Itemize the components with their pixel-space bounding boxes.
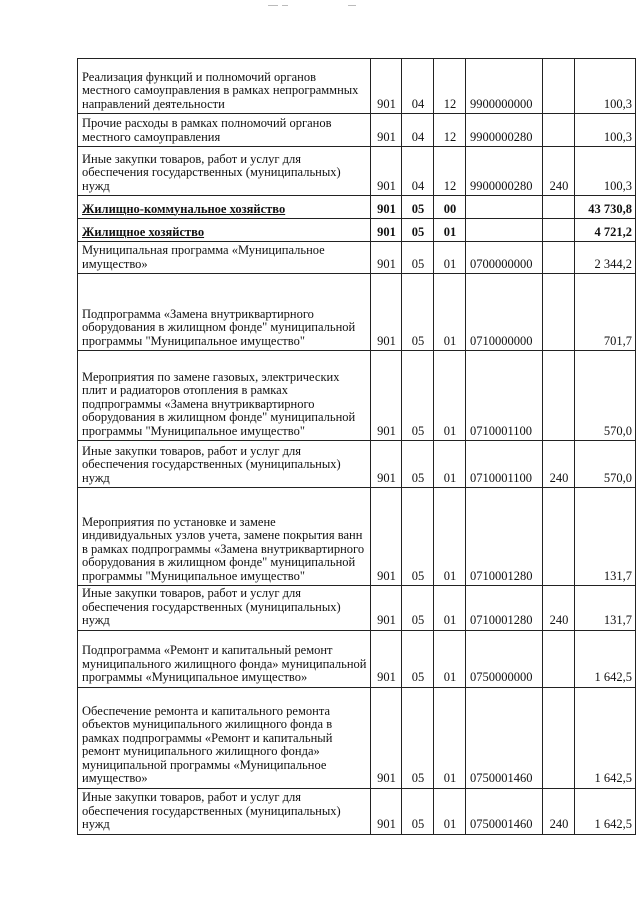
expense-name-cell: Иные закупки товаров, работ и услуг для обеспечения государственных (муниципальных) нужд <box>78 147 371 196</box>
subsection-code-cell: 01 <box>434 788 466 834</box>
expense-name-cell: Реализация функций и полномочий органов местного самоуправления в рамках непрограммных направлений деятельности <box>78 59 371 114</box>
target-article-cell: 0750001460 <box>466 788 543 834</box>
ministry-code-cell: 901 <box>371 196 402 219</box>
amount-cell: 1 642,5 <box>575 630 636 687</box>
ministry-code-cell: 901 <box>371 147 402 196</box>
ministry-code-cell: 901 <box>371 242 402 274</box>
expense-type-cell <box>543 242 575 274</box>
scan-artifact-mark <box>268 2 358 10</box>
target-article-cell: 0750000000 <box>466 630 543 687</box>
section-code-cell: 05 <box>402 630 434 687</box>
table-row <box>78 488 636 586</box>
expense-name-cell: Подпрограмма «Замена внутриквартирного оборудования в жилищном фонде" муниципальной программы "Муниципальное имущество" <box>78 274 371 351</box>
amount-cell: 100,3 <box>575 147 636 196</box>
table-row <box>78 219 636 242</box>
section-code-cell: 05 <box>402 687 434 788</box>
amount-cell: 570,0 <box>575 351 636 441</box>
expense-type-cell: 240 <box>543 441 575 488</box>
amount-cell: 701,7 <box>575 274 636 351</box>
table-row <box>78 274 636 351</box>
subsection-code-cell: 12 <box>434 59 466 114</box>
table-row <box>78 114 636 147</box>
ministry-code-cell: 901 <box>371 441 402 488</box>
expense-name-cell: Иные закупки товаров, работ и услуг для обеспечения государственных (муниципальных) нужд <box>78 788 371 834</box>
ministry-code-cell: 901 <box>371 351 402 441</box>
expense-name-cell: Иные закупки товаров, работ и услуг для обеспечения государственных (муниципальных) нужд <box>78 586 371 631</box>
section-code-cell: 04 <box>402 147 434 196</box>
table-row <box>78 59 636 114</box>
target-article-cell: 9900000000 <box>466 59 543 114</box>
expense-type-cell <box>543 196 575 219</box>
target-article-cell: 0710000000 <box>466 274 543 351</box>
ministry-code-cell: 901 <box>371 219 402 242</box>
subsection-code-cell: 01 <box>434 242 466 274</box>
amount-cell: 131,7 <box>575 586 636 631</box>
table-row <box>78 586 636 631</box>
subsection-code-cell: 12 <box>434 147 466 196</box>
table-row <box>78 196 636 219</box>
target-article-cell <box>466 196 543 219</box>
target-article-cell: 9900000280 <box>466 114 543 147</box>
amount-cell: 2 344,2 <box>575 242 636 274</box>
subsection-code-cell: 01 <box>434 630 466 687</box>
section-code-cell: 05 <box>402 488 434 586</box>
section-code-cell: 04 <box>402 59 434 114</box>
section-code-cell: 05 <box>402 219 434 242</box>
section-code-cell: 04 <box>402 114 434 147</box>
target-article-cell: 0710001100 <box>466 441 543 488</box>
expense-type-cell: 240 <box>543 147 575 196</box>
subsection-code-cell: 01 <box>434 441 466 488</box>
table-row <box>78 630 636 687</box>
table-row <box>78 687 636 788</box>
target-article-cell: 0700000000 <box>466 242 543 274</box>
expense-type-cell <box>543 219 575 242</box>
section-code-cell: 05 <box>402 274 434 351</box>
subsection-code-cell: 01 <box>434 687 466 788</box>
expense-name-cell: Прочие расходы в рамках полномочий органов местного самоуправления <box>78 114 371 147</box>
amount-cell: 1 642,5 <box>575 788 636 834</box>
subsection-code-cell: 00 <box>434 196 466 219</box>
amount-cell: 570,0 <box>575 441 636 488</box>
expense-name-cell: Мероприятия по установке и замене индивидуальных узлов учета, замене покрытия ванн в рамках подпрограммы «Замена внутриквартирного оборудования в жилищном фонде" муниципальной программы "Муниципальное имущество" <box>78 488 371 586</box>
ministry-code-cell: 901 <box>371 586 402 631</box>
subsection-code-cell: 01 <box>434 274 466 351</box>
ministry-code-cell: 901 <box>371 687 402 788</box>
expense-name-cell: Мероприятия по замене газовых, электрических плит и радиаторов отопления в рамках подпрограммы «Замена внутриквартирного оборудования в жилищном фонде" муниципальной программы "Муниципальное имущество" <box>78 351 371 441</box>
target-article-cell <box>466 219 543 242</box>
expense-type-cell <box>543 687 575 788</box>
section-code-cell: 05 <box>402 242 434 274</box>
target-article-cell: 9900000280 <box>466 147 543 196</box>
expense-type-cell <box>543 630 575 687</box>
expense-name-cell: Подпрограмма «Ремонт и капитальный ремонт муниципального жилищного фонда» муниципальной программы «Муниципальное имущество» <box>78 630 371 687</box>
expense-type-cell <box>543 59 575 114</box>
expense-type-cell: 240 <box>543 586 575 631</box>
ministry-code-cell: 901 <box>371 274 402 351</box>
amount-cell: 100,3 <box>575 59 636 114</box>
expense-type-cell <box>543 114 575 147</box>
budget-table-body <box>78 59 636 835</box>
expense-type-cell: 240 <box>543 788 575 834</box>
target-article-cell: 0710001100 <box>466 351 543 441</box>
ministry-code-cell: 901 <box>371 59 402 114</box>
table-row <box>78 788 636 834</box>
amount-cell: 100,3 <box>575 114 636 147</box>
subsection-code-cell: 01 <box>434 351 466 441</box>
ministry-code-cell: 901 <box>371 630 402 687</box>
amount-cell: 131,7 <box>575 488 636 586</box>
expense-name-cell: Муниципальная программа «Муниципальное имущество» <box>78 242 371 274</box>
ministry-code-cell: 901 <box>371 788 402 834</box>
ministry-code-cell: 901 <box>371 114 402 147</box>
amount-cell: 4 721,2 <box>575 219 636 242</box>
section-code-cell: 05 <box>402 441 434 488</box>
subsection-code-cell: 01 <box>434 586 466 631</box>
section-code-cell: 05 <box>402 586 434 631</box>
section-code-cell: 05 <box>402 788 434 834</box>
section-code-cell: 05 <box>402 196 434 219</box>
expense-type-cell <box>543 351 575 441</box>
target-article-cell: 0710001280 <box>466 586 543 631</box>
table-row <box>78 147 636 196</box>
table-row <box>78 242 636 274</box>
target-article-cell: 0750001460 <box>466 687 543 788</box>
amount-cell: 43 730,8 <box>575 196 636 219</box>
section-code-cell: 05 <box>402 351 434 441</box>
ministry-code-cell: 901 <box>371 488 402 586</box>
expense-name-cell: Иные закупки товаров, работ и услуг для обеспечения государственных (муниципальных) нужд <box>78 441 371 488</box>
expense-name-cell: Жилищное хозяйство <box>78 219 371 242</box>
amount-cell: 1 642,5 <box>575 687 636 788</box>
subsection-code-cell: 01 <box>434 488 466 586</box>
target-article-cell: 0710001280 <box>466 488 543 586</box>
table-row <box>78 351 636 441</box>
expense-name-cell: Жилищно-коммунальное хозяйство <box>78 196 371 219</box>
subsection-code-cell: 12 <box>434 114 466 147</box>
expense-type-cell <box>543 488 575 586</box>
expense-name-cell: Обеспечение ремонта и капитального ремонта объектов муниципального жилищного фонда в рамках подпрограммы «Ремонт и капитальный ремонт муниципального жилищного фонда» муниципальной программы «Муниципальное имущество» <box>78 687 371 788</box>
subsection-code-cell: 01 <box>434 219 466 242</box>
expense-type-cell <box>543 274 575 351</box>
table-row <box>78 441 636 488</box>
budget-table <box>77 58 636 835</box>
